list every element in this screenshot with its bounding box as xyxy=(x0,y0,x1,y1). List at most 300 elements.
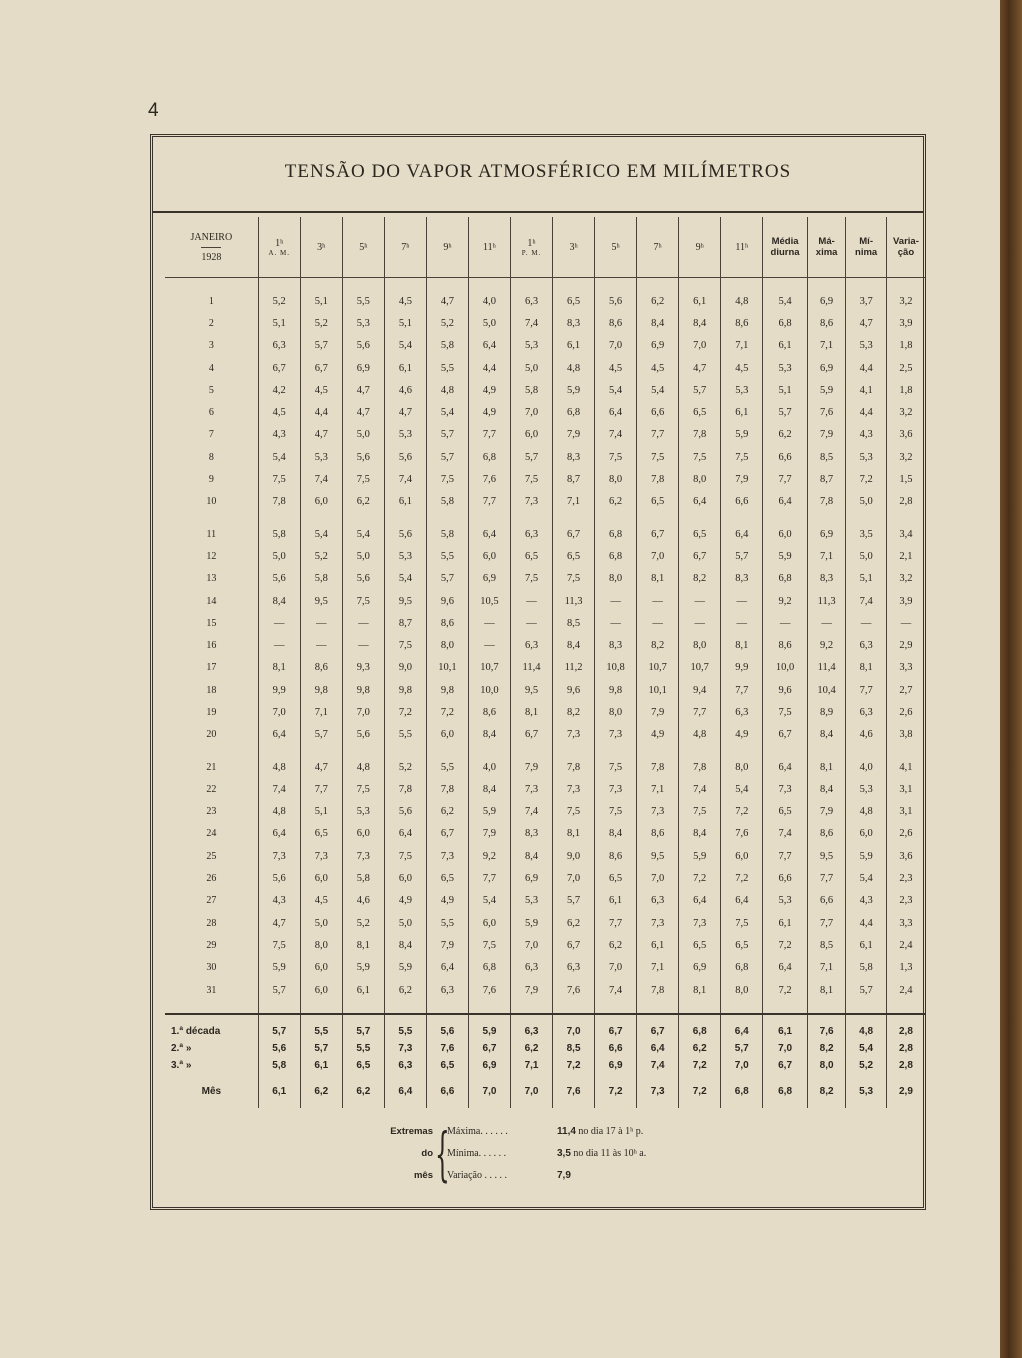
value-cell: — xyxy=(342,612,384,634)
value-cell: 5,8 xyxy=(511,379,553,401)
spacer-cell xyxy=(807,1014,846,1023)
spacer-cell xyxy=(679,278,721,291)
value-cell: 5,6 xyxy=(384,801,426,823)
table-row xyxy=(165,912,925,934)
value-cell: 4,8 xyxy=(342,756,384,778)
value-cell: 7,3 xyxy=(553,724,595,746)
value-cell: 5,3 xyxy=(342,801,384,823)
spacer-cell xyxy=(384,1014,426,1023)
spacer-cell xyxy=(807,746,846,756)
value-cell: 6,0 xyxy=(468,545,510,567)
value-cell: 7,9 xyxy=(807,424,846,446)
value-cell: 6,3 xyxy=(553,957,595,979)
summary-value: 6,1 xyxy=(763,1023,808,1040)
extremes-label-line: do xyxy=(421,1148,433,1159)
day-number: 8 xyxy=(208,451,214,463)
value-cell: 6,5 xyxy=(721,934,763,956)
value-cell: 6,1 xyxy=(846,934,887,956)
value-cell: 4,5 xyxy=(595,357,637,379)
value-cell: 10,7 xyxy=(679,657,721,679)
value-cell: 6,1 xyxy=(384,491,426,513)
table-row xyxy=(165,491,925,513)
value-cell: 6,1 xyxy=(763,912,808,934)
hour-header xyxy=(595,217,637,278)
value-cell: 2,4 xyxy=(886,934,925,956)
value-cell: 6,6 xyxy=(763,446,808,468)
value-cell: 7,7 xyxy=(721,679,763,701)
book-spine xyxy=(1000,0,1022,1358)
value-cell: 3,7 xyxy=(846,290,887,312)
month-extremes xyxy=(375,1121,735,1191)
spacer-cell xyxy=(595,1014,637,1023)
value-cell: 7,7 xyxy=(763,468,808,490)
value-cell: 10,7 xyxy=(468,657,510,679)
value-cell: 8,4 xyxy=(384,934,426,956)
spacer-cell xyxy=(763,1001,808,1014)
summary-value: 7,6 xyxy=(426,1040,468,1057)
day-number: 29 xyxy=(206,939,217,951)
value-cell: 6,7 xyxy=(637,523,679,545)
value-cell: 6,4 xyxy=(763,491,808,513)
value-cell: 5,7 xyxy=(426,424,468,446)
value-cell: 6,2 xyxy=(342,491,384,513)
value-cell: 8,1 xyxy=(342,934,384,956)
spacer-cell xyxy=(300,746,342,756)
value-cell: 6,6 xyxy=(763,867,808,889)
value-cell: 7,3 xyxy=(342,845,384,867)
variacao-header-text: Varia- xyxy=(893,236,919,247)
value-cell: 7,3 xyxy=(679,912,721,934)
value-cell: 7,3 xyxy=(300,845,342,867)
value-cell: 3,2 xyxy=(886,568,925,590)
value-cell: 3,6 xyxy=(886,845,925,867)
value-cell: 8,0 xyxy=(595,568,637,590)
value-cell: 10,8 xyxy=(595,657,637,679)
summary-value: 6,9 xyxy=(595,1057,637,1074)
value-cell: 7,0 xyxy=(553,867,595,889)
summary-value: 6,4 xyxy=(384,1074,426,1108)
value-cell: 4,7 xyxy=(300,756,342,778)
value-cell: 4,9 xyxy=(426,890,468,912)
value-cell: 5,7 xyxy=(300,335,342,357)
value-cell: 6,5 xyxy=(300,823,342,845)
table-row xyxy=(165,890,925,912)
value-cell: 3,9 xyxy=(886,590,925,612)
value-cell: 6,9 xyxy=(679,957,721,979)
table-row xyxy=(165,756,925,778)
summary-value: 6,8 xyxy=(721,1074,763,1108)
spacer-cell xyxy=(637,746,679,756)
table-row xyxy=(165,568,925,590)
spacer-cell xyxy=(886,746,925,756)
value-cell: 5,3 xyxy=(384,545,426,567)
value-cell: 7,5 xyxy=(553,568,595,590)
value-cell: 8,1 xyxy=(807,756,846,778)
value-cell: 7,8 xyxy=(679,756,721,778)
table-row xyxy=(165,401,925,423)
summary-value: 5,4 xyxy=(846,1040,887,1057)
value-cell: — xyxy=(511,612,553,634)
value-cell: 6,4 xyxy=(595,401,637,423)
day-number: 31 xyxy=(206,984,217,996)
value-cell: 6,3 xyxy=(846,701,887,723)
value-cell: 5,0 xyxy=(258,545,300,567)
value-cell: 7,3 xyxy=(595,724,637,746)
day-number: 19 xyxy=(206,706,217,718)
value-cell: 5,9 xyxy=(511,912,553,934)
value-cell: 5,8 xyxy=(426,491,468,513)
summary-value: 6,7 xyxy=(595,1023,637,1040)
value-cell: 5,4 xyxy=(637,379,679,401)
value-cell: 6,4 xyxy=(468,523,510,545)
value-cell: 6,3 xyxy=(426,979,468,1001)
summary-value: 7,4 xyxy=(637,1057,679,1074)
summary-value: 7,2 xyxy=(553,1057,595,1074)
day-number: 15 xyxy=(206,617,217,629)
summary-value: 7,0 xyxy=(553,1023,595,1040)
value-cell: 4,9 xyxy=(721,724,763,746)
value-cell: 8,6 xyxy=(763,634,808,656)
value-cell: 3,2 xyxy=(886,401,925,423)
summary-value: 6,1 xyxy=(258,1074,300,1108)
spacer-row xyxy=(165,746,925,756)
summary-label: Mês xyxy=(201,1085,222,1097)
day-number: 16 xyxy=(206,640,217,652)
spacer-cell xyxy=(595,278,637,291)
value-cell: 7,2 xyxy=(679,867,721,889)
value-cell: 7,5 xyxy=(342,590,384,612)
value-cell: 2,6 xyxy=(886,701,925,723)
value-cell: 7,4 xyxy=(384,468,426,490)
summary-value: 6,5 xyxy=(426,1057,468,1074)
value-cell: 7,1 xyxy=(637,778,679,800)
table-row xyxy=(165,657,925,679)
value-cell: 6,2 xyxy=(595,491,637,513)
spacer-cell xyxy=(342,1014,384,1023)
spacer-cell xyxy=(468,513,510,523)
value-cell: 7,7 xyxy=(763,845,808,867)
value-cell: 7,8 xyxy=(637,979,679,1001)
value-cell: 2,6 xyxy=(886,823,925,845)
summary-value: 8,5 xyxy=(553,1040,595,1057)
value-cell: 9,8 xyxy=(595,679,637,701)
summary-value: 7,0 xyxy=(721,1057,763,1074)
summary-value: 7,3 xyxy=(637,1074,679,1108)
value-cell: 8,1 xyxy=(637,568,679,590)
summary-value: 2,9 xyxy=(886,1074,925,1108)
value-cell: 5,0 xyxy=(511,357,553,379)
value-cell: 11,4 xyxy=(807,657,846,679)
variacao-header-text: ção xyxy=(897,247,915,258)
value-cell: 6,0 xyxy=(300,491,342,513)
value-cell: — xyxy=(637,612,679,634)
value-cell: 6,4 xyxy=(258,823,300,845)
day-number: 9 xyxy=(208,474,214,486)
value-cell: 5,4 xyxy=(468,890,510,912)
extreme-key: Variação . . . . . xyxy=(447,1170,507,1181)
value-cell: 6,0 xyxy=(300,957,342,979)
day-number: 21 xyxy=(206,761,217,773)
spacer-cell xyxy=(342,1001,384,1014)
value-cell: 4,0 xyxy=(468,290,510,312)
value-cell: 6,3 xyxy=(511,634,553,656)
value-cell: 4,0 xyxy=(846,756,887,778)
spacer-cell xyxy=(300,1014,342,1023)
spacer-cell xyxy=(553,513,595,523)
spacer-cell xyxy=(342,278,384,291)
value-cell: 6,3 xyxy=(511,290,553,312)
value-cell: 6,5 xyxy=(637,491,679,513)
value-cell: 7,2 xyxy=(384,701,426,723)
value-cell: 5,7 xyxy=(300,724,342,746)
value-cell: 5,6 xyxy=(342,446,384,468)
spacer-cell xyxy=(679,746,721,756)
brace-glyph: { xyxy=(435,1120,450,1188)
hour-label: 3ʰ xyxy=(569,241,578,253)
spacer-cell xyxy=(384,746,426,756)
value-cell: 8,0 xyxy=(679,634,721,656)
value-cell: 5,4 xyxy=(721,778,763,800)
value-cell: 8,5 xyxy=(807,934,846,956)
value-cell: 7,4 xyxy=(595,979,637,1001)
spacer-cell xyxy=(511,746,553,756)
day-number: 4 xyxy=(208,362,214,374)
spacer-cell xyxy=(846,1001,887,1014)
value-cell: 9,2 xyxy=(468,845,510,867)
value-cell: 6,2 xyxy=(595,934,637,956)
value-cell: 7,0 xyxy=(637,545,679,567)
minima-header-text: Mí- xyxy=(859,236,873,247)
value-cell: 7,0 xyxy=(511,401,553,423)
spacer-cell xyxy=(165,513,258,523)
summary-row xyxy=(165,1040,925,1057)
value-cell: 5,3 xyxy=(846,778,887,800)
value-cell: 5,9 xyxy=(846,845,887,867)
value-cell: 5,9 xyxy=(258,957,300,979)
value-cell: 4,9 xyxy=(468,401,510,423)
summary-value: 6,8 xyxy=(763,1074,808,1108)
value-cell: 6,4 xyxy=(426,957,468,979)
value-cell: 7,5 xyxy=(342,778,384,800)
summary-value: 8,2 xyxy=(807,1074,846,1108)
value-cell: 5,4 xyxy=(384,335,426,357)
hour-label: 9ʰ xyxy=(443,241,452,253)
value-cell: 4,7 xyxy=(679,357,721,379)
summary-value: 6,2 xyxy=(300,1074,342,1108)
value-cell: 4,9 xyxy=(637,724,679,746)
value-cell: 7,5 xyxy=(679,446,721,468)
value-cell: 4,7 xyxy=(846,312,887,334)
hour-label: 9ʰ xyxy=(695,241,704,253)
value-cell: 6,7 xyxy=(763,724,808,746)
value-cell: 2,5 xyxy=(886,357,925,379)
value-cell: 7,4 xyxy=(595,424,637,446)
value-cell: 8,6 xyxy=(637,823,679,845)
value-cell: 6,7 xyxy=(300,357,342,379)
value-cell: 5,0 xyxy=(342,545,384,567)
table-row xyxy=(165,545,925,567)
table-row xyxy=(165,979,925,1001)
table-row xyxy=(165,590,925,612)
maxima-header-text: Má- xyxy=(818,236,835,247)
value-cell: 7,7 xyxy=(595,912,637,934)
summary-value: 2,8 xyxy=(886,1023,925,1040)
value-cell: 4,8 xyxy=(258,801,300,823)
value-cell: 10,0 xyxy=(763,657,808,679)
extreme-key: Mínima. . . . . . xyxy=(447,1148,507,1159)
spacer-cell xyxy=(595,1001,637,1014)
table-row xyxy=(165,957,925,979)
summary-value: 6,1 xyxy=(300,1057,342,1074)
value-cell: 7,5 xyxy=(721,912,763,934)
value-cell: 9,6 xyxy=(553,679,595,701)
extremes-values xyxy=(447,1121,646,1187)
hour-header xyxy=(511,217,553,278)
spacer-cell xyxy=(595,746,637,756)
value-cell: 6,5 xyxy=(679,401,721,423)
table-row xyxy=(165,823,925,845)
value-cell: 7,5 xyxy=(721,446,763,468)
value-cell: 8,4 xyxy=(553,634,595,656)
value-cell: 4,5 xyxy=(258,401,300,423)
hour-label: 3ʰ xyxy=(317,241,326,253)
spacer-row xyxy=(165,1001,925,1014)
value-cell: 2,4 xyxy=(886,979,925,1001)
value-cell: 5,8 xyxy=(342,867,384,889)
table-row xyxy=(165,468,925,490)
value-cell: 4,5 xyxy=(721,357,763,379)
value-cell: 8,2 xyxy=(679,568,721,590)
extremes-label-line: mês xyxy=(413,1170,433,1181)
value-cell: 7,8 xyxy=(426,778,468,800)
hour-label: 11ʰ xyxy=(483,241,496,253)
value-cell: 8,0 xyxy=(426,634,468,656)
value-cell: 3,9 xyxy=(886,312,925,334)
table-row xyxy=(165,679,925,701)
value-cell: 5,1 xyxy=(300,801,342,823)
spacer-cell xyxy=(258,1014,300,1023)
year-label: 1928 xyxy=(201,247,221,264)
value-cell: 5,0 xyxy=(846,491,887,513)
value-cell: 7,7 xyxy=(637,424,679,446)
value-cell: 6,8 xyxy=(721,957,763,979)
value-cell: 7,1 xyxy=(300,701,342,723)
value-cell: 6,0 xyxy=(300,979,342,1001)
summary-value: 6,7 xyxy=(468,1040,510,1057)
value-cell: 8,3 xyxy=(553,446,595,468)
value-cell: 5,7 xyxy=(846,979,887,1001)
summary-value: 5,7 xyxy=(300,1040,342,1057)
day-number: 28 xyxy=(206,917,217,929)
value-cell: 9,2 xyxy=(807,634,846,656)
summary-value: 6,2 xyxy=(511,1040,553,1057)
extreme-row xyxy=(447,1121,646,1143)
summary-label: 1.ª década xyxy=(171,1026,221,1038)
summary-value: 5,5 xyxy=(342,1040,384,1057)
value-cell: 5,6 xyxy=(342,335,384,357)
value-cell: 9,6 xyxy=(426,590,468,612)
value-cell: — xyxy=(886,612,925,634)
summary-value: 7,6 xyxy=(807,1023,846,1040)
extreme-note: no dia 17 à 1ʰ p. xyxy=(575,1126,644,1137)
value-cell: 3,4 xyxy=(886,523,925,545)
extreme-row xyxy=(447,1143,646,1165)
value-cell: 7,4 xyxy=(511,312,553,334)
table-row xyxy=(165,801,925,823)
value-cell: 7,7 xyxy=(679,701,721,723)
spacer-cell xyxy=(384,1001,426,1014)
value-cell: 7,7 xyxy=(300,778,342,800)
value-cell: 7,4 xyxy=(763,823,808,845)
value-cell: 6,9 xyxy=(807,290,846,312)
day-number: 14 xyxy=(206,595,217,607)
value-cell: 8,4 xyxy=(679,312,721,334)
value-cell: 11,3 xyxy=(807,590,846,612)
value-cell: 7,4 xyxy=(846,590,887,612)
value-cell: 7,6 xyxy=(721,823,763,845)
value-cell: 7,5 xyxy=(595,756,637,778)
summary-value: 6,7 xyxy=(763,1057,808,1074)
hour-sublabel: A. M. xyxy=(268,248,290,257)
value-cell: — xyxy=(721,590,763,612)
value-cell: 3,2 xyxy=(886,446,925,468)
value-cell: 7,1 xyxy=(637,957,679,979)
value-cell: 9,4 xyxy=(679,679,721,701)
value-cell: 8,3 xyxy=(721,568,763,590)
value-cell: 8,6 xyxy=(468,701,510,723)
value-cell: 4,7 xyxy=(342,379,384,401)
value-cell: 7,9 xyxy=(468,823,510,845)
value-cell: 9,8 xyxy=(384,679,426,701)
value-cell: 4,7 xyxy=(300,424,342,446)
spacer-cell xyxy=(679,513,721,523)
summary-value: 5,6 xyxy=(426,1023,468,1040)
summary-value: 7,0 xyxy=(763,1040,808,1057)
value-cell: 4,7 xyxy=(426,290,468,312)
day-number: 24 xyxy=(206,828,217,840)
value-cell: 5,7 xyxy=(426,446,468,468)
value-cell: 5,2 xyxy=(426,312,468,334)
day-number: 13 xyxy=(206,573,217,585)
value-cell: 6,5 xyxy=(763,801,808,823)
value-cell: 9,5 xyxy=(511,679,553,701)
value-cell: 5,7 xyxy=(258,979,300,1001)
value-cell: 10,7 xyxy=(637,657,679,679)
spacer-cell xyxy=(595,513,637,523)
value-cell: 6,3 xyxy=(511,957,553,979)
hour-header xyxy=(553,217,595,278)
value-cell: 6,0 xyxy=(511,424,553,446)
value-cell: 7,3 xyxy=(511,778,553,800)
hour-label: 5ʰ xyxy=(611,241,620,253)
value-cell: 8,5 xyxy=(553,612,595,634)
value-cell: 6,1 xyxy=(637,934,679,956)
value-cell: 7,7 xyxy=(846,679,887,701)
spacer-cell xyxy=(886,1014,925,1023)
value-cell: 5,5 xyxy=(426,357,468,379)
value-cell: 7,8 xyxy=(637,468,679,490)
value-cell: 8,0 xyxy=(679,468,721,490)
day-number: 30 xyxy=(206,962,217,974)
spacer-cell xyxy=(886,278,925,291)
spacer-cell xyxy=(763,278,808,291)
value-cell: 8,4 xyxy=(637,312,679,334)
value-cell: 8,1 xyxy=(846,657,887,679)
value-cell: 9,8 xyxy=(300,679,342,701)
value-cell: 6,0 xyxy=(384,867,426,889)
value-cell: 5,8 xyxy=(846,957,887,979)
extreme-value: 7,9 xyxy=(557,1170,571,1181)
